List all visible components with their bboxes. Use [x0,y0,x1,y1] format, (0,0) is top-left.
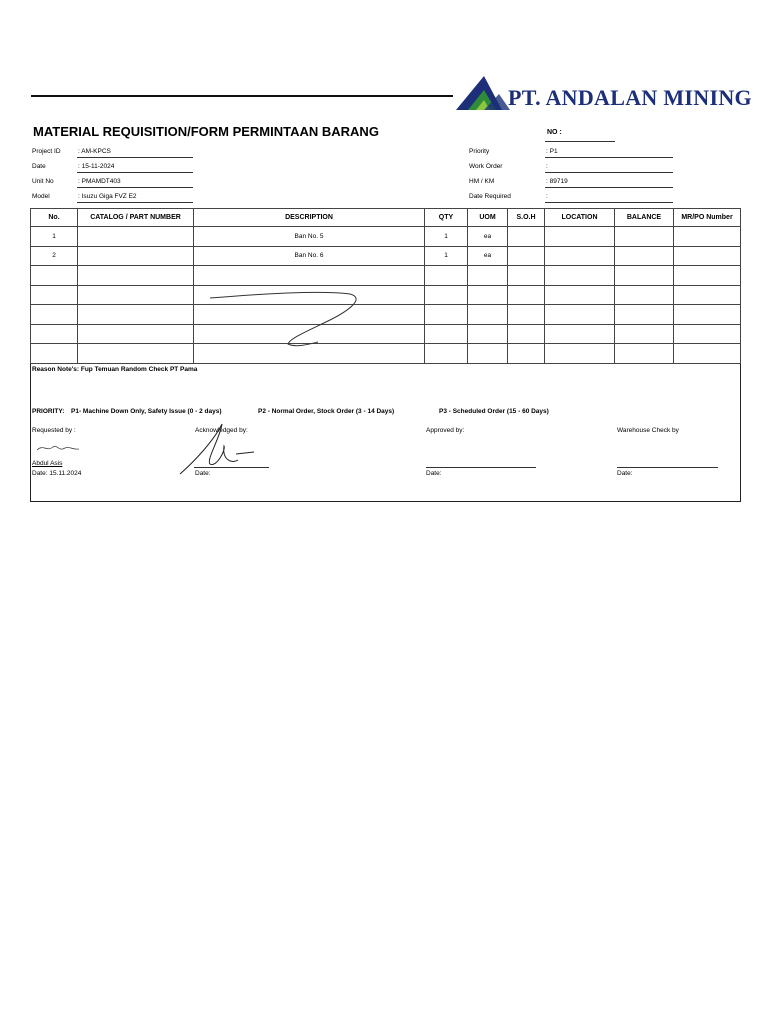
cell-qty [425,285,468,305]
cell-description [194,266,425,286]
header-rule [31,95,453,97]
cell-balance [615,305,674,325]
cell-soh [508,324,545,344]
cell-balance [615,285,674,305]
cell-description: Ban No. 5 [194,227,425,247]
cell-soh [508,305,545,325]
table-row [31,266,741,286]
table-header-row [31,209,741,227]
cell-uom: ea [468,246,508,266]
reason-note: Reason Note's: Fup Temuan Random Check PT Pama [32,366,198,373]
cell-uom: ea [468,227,508,247]
cell-catalog [78,285,194,305]
cell-qty: 1 [425,227,468,247]
field-underline [77,187,193,188]
field-value-date: : 15-11-2024 [78,163,115,170]
warehouse-signature-line [617,467,718,468]
cell-no [31,266,78,286]
cancel-scribble-mark [200,288,370,353]
field-underline [77,202,193,203]
table-row [31,285,741,305]
cell-qty [425,344,468,364]
field-label-project-id: Project ID [32,148,61,155]
cell-soh [508,285,545,305]
col-header-qty: QTY [425,209,468,227]
cell-location [545,344,615,364]
cell-soh [508,227,545,247]
col-header-soh: S.O.H [508,209,545,227]
requester-name: Abdul Asis [32,460,63,467]
cell-mr-po [674,246,741,266]
cell-no: 1 [31,227,78,247]
form-title: MATERIAL REQUISITION/FORM PERMINTAAN BARANG [33,124,379,139]
cell-uom [468,305,508,325]
field-value-model: : Isuzu Giga FVZ E2 [78,193,137,200]
table-row [31,344,741,364]
cell-mr-po [674,305,741,325]
field-label-date-required: Date Required [469,193,511,200]
cell-qty [425,324,468,344]
approved-signature-line [426,467,536,468]
cell-mr-po [674,324,741,344]
priority-p1: P1- Machine Down Only, Safety Issue (0 - 2 days) [71,408,222,415]
cell-no [31,324,78,344]
col-header-catalog: CATALOG / PART NUMBER [78,209,194,227]
field-label-hm-km: HM / KM [469,178,495,185]
field-value-project-id: : AM-KPCS [78,148,111,155]
requested-by-label: Requested by : [32,427,76,434]
cell-balance [615,246,674,266]
cell-catalog [78,246,194,266]
acknowledged-signature-line [194,467,269,468]
field-value-priority: : P1 [546,148,558,155]
field-label-priority: Priority [469,148,490,155]
cell-soh [508,266,545,286]
acknowledger-signature [176,420,271,478]
requested-date: Date: 15.11.2024 [32,470,82,477]
field-value-unit-no: : PMAMDT403 [78,178,121,185]
cell-uom [468,285,508,305]
col-header-uom: UOM [468,209,508,227]
requester-signature [33,440,83,456]
cell-uom [468,344,508,364]
form-number-label: NO : [547,129,562,136]
cell-uom [468,266,508,286]
cell-mr-po [674,227,741,247]
table-row [31,227,741,247]
cell-balance [615,344,674,364]
table-row [31,246,741,266]
field-label-work-order: Work Order [469,163,503,170]
warehouse-date: Date: [617,470,633,477]
field-label-date: Date [32,163,46,170]
cell-location [545,285,615,305]
priority-p2: P2 - Normal Order, Stock Order (3 - 14 Days) [258,408,395,415]
acknowledged-by-label: Acknowledged by: [195,427,248,434]
approved-by-label: Approved by: [426,427,465,434]
cell-no [31,285,78,305]
cell-mr-po [674,285,741,305]
cell-qty [425,305,468,325]
cell-uom [468,324,508,344]
cell-no: 2 [31,246,78,266]
field-label-unit-no: Unit No [32,178,54,185]
field-label-model: Model [32,193,50,200]
form-number-field[interactable] [545,141,615,142]
col-header-no: No. [31,209,78,227]
field-underline [545,157,673,158]
company-name: PT. ANDALAN MINING [508,85,752,110]
field-value-hm-km: : 89719 [546,178,568,185]
cell-mr-po [674,266,741,286]
cell-soh [508,246,545,266]
col-header-mr-po: MR/PO Number [674,209,741,227]
cell-catalog [78,227,194,247]
cell-qty [425,266,468,286]
field-underline [545,172,673,173]
warehouse-check-label: Warehouse Check by [617,427,679,434]
field-underline [545,187,673,188]
cell-no [31,305,78,325]
table-row [31,324,741,344]
cell-qty: 1 [425,246,468,266]
col-header-description: DESCRIPTION [194,209,425,227]
col-header-location: LOCATION [545,209,615,227]
field-underline [77,157,193,158]
cell-no [31,344,78,364]
approved-date: Date: [426,470,442,477]
field-underline [77,172,193,173]
table-row [31,305,741,325]
cell-location [545,324,615,344]
cell-location [545,266,615,286]
cell-mr-po [674,344,741,364]
cell-catalog [78,324,194,344]
field-value-date-required: : [546,193,548,200]
cell-balance [615,227,674,247]
cell-location [545,227,615,247]
priority-p3: P3 - Scheduled Order (15 - 60 Days) [439,408,549,415]
field-underline [545,202,673,203]
cell-catalog [78,344,194,364]
col-header-balance: BALANCE [615,209,674,227]
cell-catalog [78,305,194,325]
cell-balance [615,266,674,286]
cell-location [545,246,615,266]
cell-description: Ban No. 6 [194,246,425,266]
field-value-work-order: : [546,163,548,170]
cell-catalog [78,266,194,286]
items-table [30,208,741,364]
cell-soh [508,344,545,364]
priority-label: PRIORITY: [32,408,65,415]
acknowledged-date: Date: [195,470,211,477]
cell-balance [615,324,674,344]
cell-location [545,305,615,325]
